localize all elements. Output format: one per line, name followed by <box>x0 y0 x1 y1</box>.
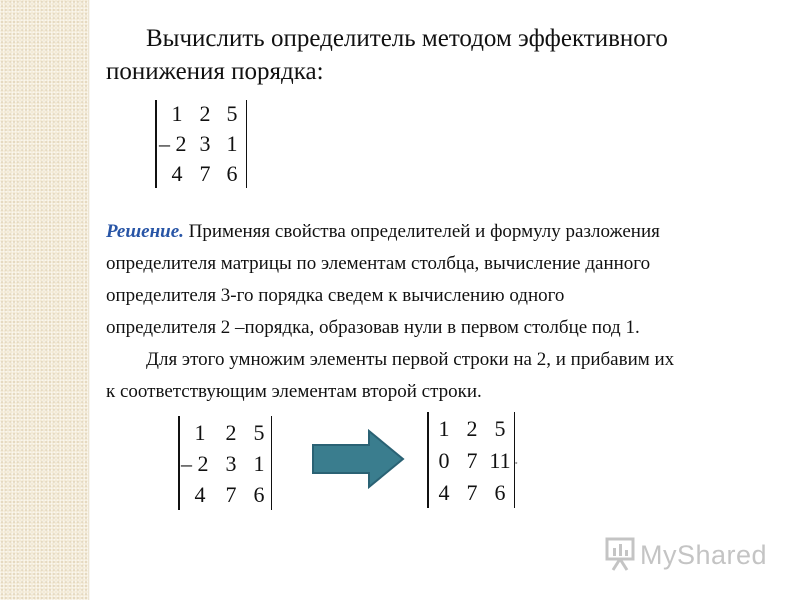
trailing-dot: . <box>514 448 519 468</box>
det-cell: 4 <box>438 480 450 505</box>
solution-line-6: к соответствующим элементам второй строки. <box>106 381 482 402</box>
right-arrow-icon <box>311 429 405 489</box>
solution-line-3: определителя 3-го порядка сведем к вычислению одного <box>106 285 565 306</box>
solution-line-2: определителя матрицы по элементам столбца, вычисление данного <box>106 253 651 274</box>
task-title <box>106 22 766 88</box>
title-line-1: Вычислить определитель методом эффективного <box>146 25 668 52</box>
solution-paragraph <box>106 216 776 408</box>
det-cell: 3 <box>199 131 211 156</box>
det-cell: 1 <box>253 451 265 476</box>
solution-line-4: определителя 2 –порядка, образовав нули в первом столбце под 1. <box>106 317 640 338</box>
det-cell: 6 <box>494 480 506 505</box>
det-cell: 1 <box>194 420 206 445</box>
det-cell: 5 <box>253 420 265 445</box>
myshared-logo <box>604 536 774 576</box>
determinant-before <box>178 416 272 510</box>
logo-text: MyShared <box>640 540 768 570</box>
decorative-left-stripe <box>0 0 88 600</box>
det-cell: 1 <box>438 416 450 441</box>
det-cell: 4 <box>194 482 206 507</box>
det-cell: – 2 <box>159 131 187 156</box>
det-cell: 4 <box>171 161 183 186</box>
presentation-board-icon <box>604 536 638 572</box>
stripe-edge <box>88 0 90 600</box>
det-cell: 5 <box>226 101 238 126</box>
det-cell: 7 <box>466 480 478 505</box>
det-cell: 2 <box>225 420 237 445</box>
title-line-2: понижения порядка: <box>106 58 324 85</box>
det-cell: 1 <box>226 131 238 156</box>
determinant-left-bar <box>155 100 157 188</box>
det-cell: 2 <box>199 101 211 126</box>
determinant-after <box>427 412 515 508</box>
determinant-left-bar <box>178 416 180 510</box>
det-cell: 0 <box>438 448 450 473</box>
det-cell: 11 <box>489 448 511 473</box>
det-cell: 5 <box>494 416 506 441</box>
det-cell: 7 <box>225 482 237 507</box>
determinant-original <box>155 100 247 188</box>
det-cell: 2 <box>466 416 478 441</box>
arrow-shape <box>313 431 403 487</box>
det-cell: – 2 <box>181 451 209 476</box>
det-cell: 7 <box>199 161 211 186</box>
det-cell: 6 <box>226 161 238 186</box>
det-cell: 1 <box>171 101 183 126</box>
det-cell: 6 <box>253 482 265 507</box>
solution-label: Решение. <box>106 221 184 242</box>
det-cell: 3 <box>225 451 237 476</box>
solution-line-5: Для этого умножим элементы первой строки на 2, и прибавим их <box>146 349 675 370</box>
det-cell: 7 <box>466 448 478 473</box>
solution-line-1: Решение. Применяя свойства определителей и формулу разложения <box>106 221 660 242</box>
